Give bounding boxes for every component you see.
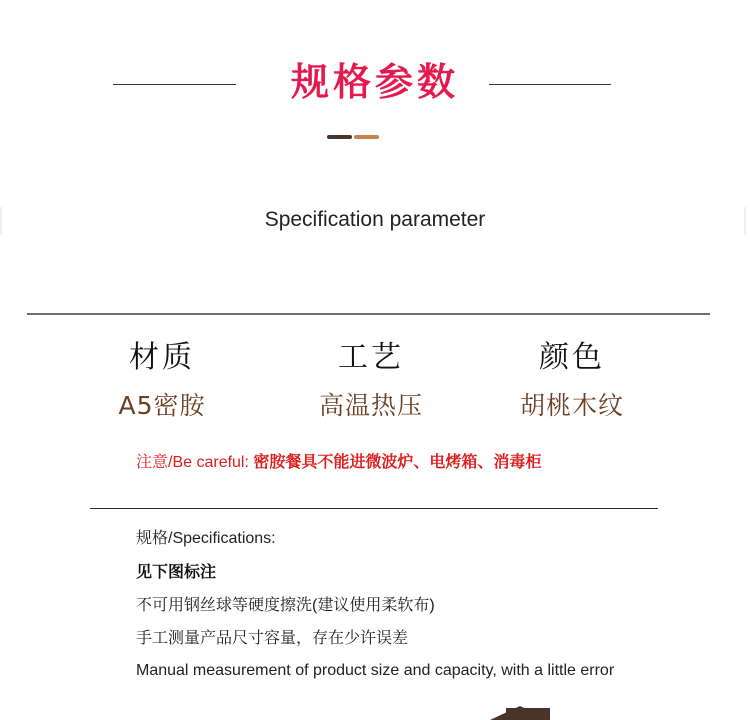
product-image: [506, 708, 550, 720]
notes-divider: [90, 508, 658, 509]
note-see-below: 见下图标注: [136, 564, 217, 581]
note-cleaning: 不可用钢丝球等硬度擦洗(建议使用柔软布): [136, 597, 435, 614]
page-title: 规格参数: [290, 60, 459, 104]
note-measurement-en: Manual measurement of product size and capacity, with a little error: [136, 662, 615, 679]
note-measurement-cn: 手工测量产品尺寸容量，存在少许误差: [136, 630, 409, 647]
note-specifications: 规格/Specifications:: [136, 530, 276, 547]
warning-text: 密胺餐具不能进微波炉、电烤箱、消毒柜: [253, 454, 542, 471]
color-swatch-light: [354, 135, 379, 139]
spec-process-heading: 工艺: [338, 340, 404, 375]
spec-color: [482, 338, 662, 424]
section-divider: [27, 313, 710, 315]
spec-material: [72, 338, 252, 424]
warning-line: [136, 452, 541, 474]
color-swatch-dark: [327, 135, 352, 139]
spec-color-heading: 颜色: [539, 340, 605, 375]
spec-material-value: A5密胺: [118, 391, 206, 420]
edge-mark-right: [744, 207, 746, 235]
spec-color-value: 胡桃木纹: [519, 391, 624, 420]
spec-process: [281, 338, 461, 424]
title-rule-right: [489, 84, 611, 85]
warning-label: 注意/Be careful:: [136, 454, 249, 471]
page-subtitle: Specification parameter: [264, 208, 486, 231]
spec-process-value: 高温热压: [318, 391, 423, 420]
spec-material-heading: 材质: [129, 340, 195, 375]
